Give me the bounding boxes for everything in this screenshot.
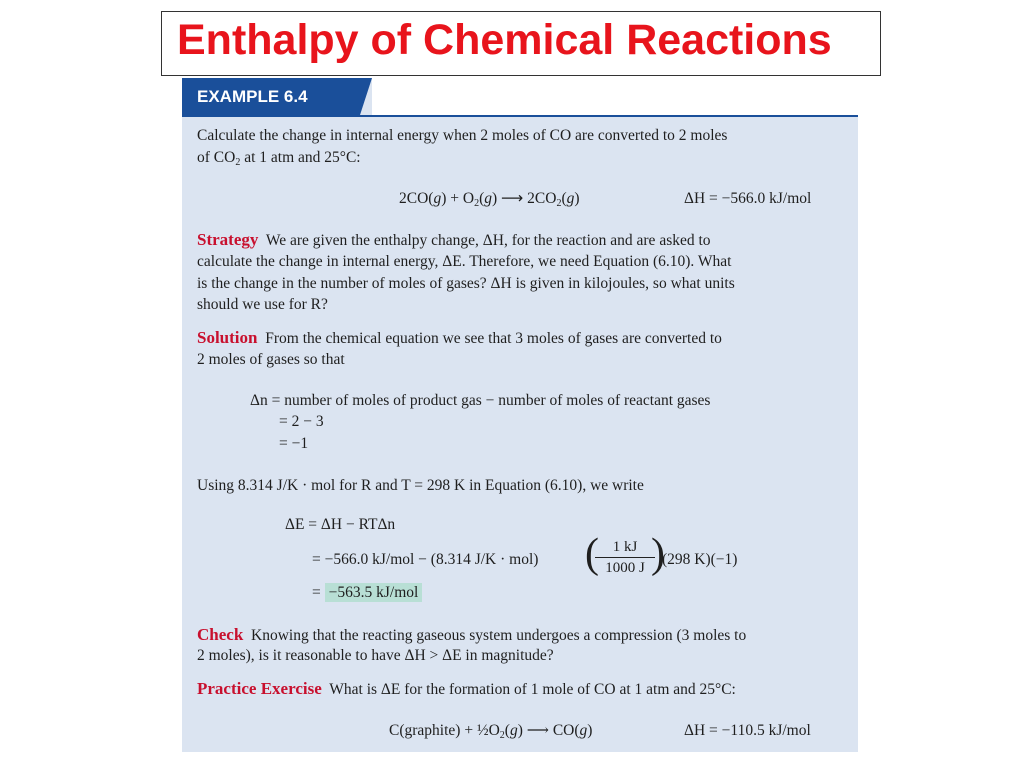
strategy-line-3: is the change in the number of moles of gases? ΔH is given in kilojoules, so what units — [197, 275, 735, 292]
strategy-line-1: Strategy We are given the enthalpy change, ΔH, for the reaction and are asked to — [197, 230, 711, 249]
strategy-line-2: calculate the change in internal energy, ΔE. Therefore, we need Equation (6.10). What — [197, 253, 732, 270]
practice-heading: Practice Exercise — [197, 679, 322, 698]
using-line: Using 8.314 J/K · mol for R and T = 298 K in Equation (6.10), we write — [197, 477, 644, 494]
answer-highlight: −563.5 kJ/mol — [325, 583, 423, 602]
delta-e-line-2-tail: (298 K)(−1) — [662, 551, 738, 568]
delta-n-line-1: Δn = number of moles of product gas − number of moles of reactant gases — [250, 392, 711, 409]
delta-n-line-3: = −1 — [279, 435, 309, 452]
slide-title: Enthalpy of Chemical Reactions — [177, 16, 832, 64]
intro-line-2: of $CO_2$ at 1 atm and 25°C: — [197, 149, 361, 168]
reaction-equation: $2CO(g) + O_2(g)$ ⟶ $2CO_2(g)$ — [399, 189, 580, 209]
solution-line-1: Solution From the chemical equation we see that 3 moles of gases are converted to — [197, 328, 722, 347]
unit-fraction — [595, 537, 655, 578]
example-header-space — [372, 78, 858, 115]
left-paren: ( — [585, 531, 599, 577]
delta-e-line-2: = −566.0 kJ/mol − (8.314 J/K · mol) — [312, 551, 539, 568]
right-paren: ) — [651, 531, 665, 577]
practice-reaction: C(graphite) + $\frac{1}{2}O_2(g)$ ⟶ CO(g) — [389, 722, 593, 741]
example-label: EXAMPLE 6.4 — [182, 78, 360, 115]
delta-n-line-2: = 2 − 3 — [279, 413, 324, 430]
practice-enthalpy: ΔH = −110.5 kJ/mol — [684, 722, 811, 739]
strategy-line-4: should we use for R? — [197, 296, 328, 313]
delta-e-line-3: = −563.5 kJ/mol — [312, 582, 422, 603]
reaction-enthalpy: ΔH = −566.0 kJ/mol — [684, 190, 812, 207]
check-line-1: Check Knowing that the reacting gaseous system undergoes a compression (3 moles to — [197, 625, 747, 644]
strategy-heading: Strategy — [197, 230, 259, 249]
intro-line-1: Calculate the change in internal energy when 2 moles of CO are converted to 2 moles — [197, 127, 728, 144]
solution-line-2: 2 moles of gases so that — [197, 351, 345, 368]
practice-line-1: Practice Exercise What is ΔE for the formation of 1 mole of CO at 1 atm and 25°C: — [197, 679, 736, 698]
check-heading: Check — [197, 625, 244, 644]
example-panel — [182, 78, 858, 752]
arrow-icon: ⟶ — [501, 189, 524, 207]
slide-title-box — [161, 11, 881, 76]
example-rule — [182, 115, 858, 117]
fraction-denominator: 1000 J — [605, 560, 645, 576]
example-tab-notch — [360, 78, 372, 115]
solution-heading: Solution — [197, 328, 258, 347]
delta-e-line-1: ΔE = ΔH − RTΔn — [285, 516, 396, 533]
fraction-numerator: 1 kJ — [595, 537, 655, 558]
check-line-2: 2 moles), is it reasonable to have ΔH > ΔE in magnitude? — [197, 647, 554, 664]
